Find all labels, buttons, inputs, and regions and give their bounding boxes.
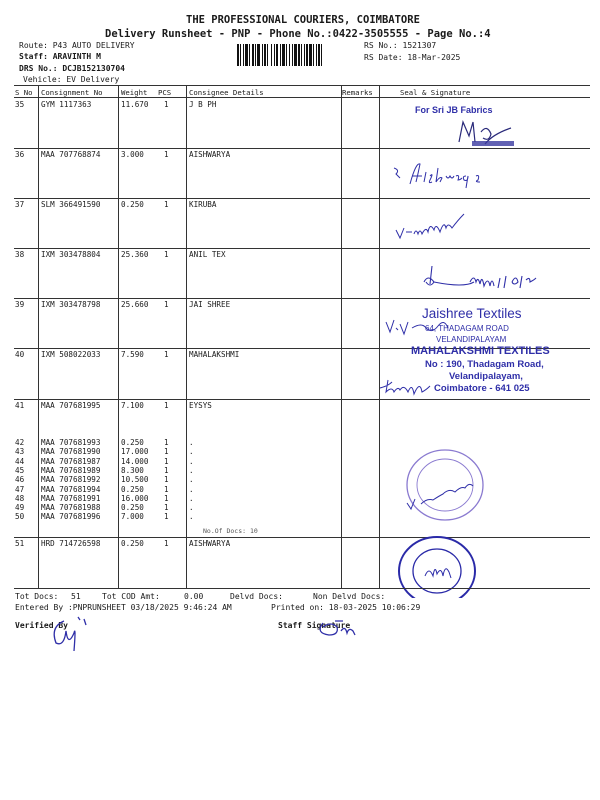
signature-aishwarya <box>390 160 500 195</box>
cell-consignee: . <box>189 503 194 513</box>
mahalakshmi-stamp-address-3: Coimbatore - 641 025 <box>434 383 530 394</box>
cell-pcs: 1 <box>164 150 169 159</box>
cell-sno: 47 <box>15 484 25 494</box>
cell-sno: 39 <box>15 300 25 309</box>
cell-pcs: 1 <box>164 401 169 410</box>
col-divider <box>341 85 342 588</box>
entered-by: Entered By :PNPRUNSHEET 03/18/2025 9:46:24 AM <box>15 603 232 612</box>
cell-weight: 25.660 <box>121 300 149 309</box>
signature-anil-tex <box>420 262 550 294</box>
row-divider <box>14 537 590 538</box>
cell-sno: 50 <box>15 512 25 522</box>
cell-consignment: GYM 1117363 <box>41 100 92 109</box>
mahalakshmi-stamp-address-2: Velandipalayam, <box>449 371 523 382</box>
cell-consignment: MAA 707681992 <box>41 475 101 485</box>
signature-jai-shree <box>382 316 452 342</box>
cell-consignment: MAA 707768874 <box>41 150 101 159</box>
cell-weight: 0.250 <box>121 438 144 447</box>
cell-consignment: MAA 707681994 <box>41 484 101 494</box>
mahalakshmi-stamp-address-1: No : 190, Thadagam Road, <box>425 359 544 370</box>
cell-pcs: 1 <box>164 465 169 475</box>
tot-docs-value: 51 <box>71 592 81 601</box>
cell-consignment: MAA 707681990 <box>41 447 101 457</box>
cell-consignment: MAA 707681988 <box>41 503 101 513</box>
cell-consignee: EYSYS <box>189 401 212 410</box>
col-divider <box>379 85 380 588</box>
signature-mahalakshmi <box>378 376 438 396</box>
cell-pcs: 1 <box>164 350 169 359</box>
signature-staff <box>315 615 365 640</box>
printed-on: Printed on: 18-03-2025 10:06:29 <box>271 603 421 612</box>
mahalakshmi-stamp-name: MAHALAKSHMI TEXTILES <box>411 345 550 357</box>
cell-consignee: MAHALAKSHMI <box>189 350 240 359</box>
cell-pcs: 1 <box>164 539 169 548</box>
cell-consignment: IXM 303478798 <box>41 300 101 309</box>
cell-pcs: 1 <box>164 100 169 109</box>
cell-consignment: IXM 303478804 <box>41 250 101 259</box>
table-top-border <box>14 85 590 86</box>
row-divider <box>14 399 590 400</box>
cell-pcs: 1 <box>164 503 169 513</box>
cell-weight: 8.300 <box>121 465 144 475</box>
cell-sno: 46 <box>15 475 25 485</box>
cell-weight: 10.500 <box>121 475 149 485</box>
cell-weight: 0.250 <box>121 539 144 548</box>
tot-cod-value: 0.00 <box>184 592 204 601</box>
cell-consignee: . <box>189 493 194 503</box>
route: Route: P43 AUTO DELIVERY <box>19 41 135 50</box>
col-header-sno: S No <box>15 88 33 97</box>
cell-pcs: 1 <box>164 447 169 457</box>
cell-consignee: J B PH <box>189 100 217 109</box>
cell-pcs: 1 <box>164 475 169 485</box>
row-divider <box>14 148 590 149</box>
cell-sno: 44 <box>15 456 25 466</box>
verified-by-label: Verified By <box>15 621 68 630</box>
jaishree-stamp-address-2: VELANDIPALAYAM <box>436 335 507 344</box>
cell-pcs: 1 <box>164 456 169 466</box>
cell-sno: 42 <box>15 438 25 447</box>
cell-sno: 51 <box>15 539 25 548</box>
cell-consignee: AISHWARYA <box>189 150 231 159</box>
delvd-docs-label: Delvd Docs: <box>230 592 283 601</box>
signature-kiruba <box>392 208 492 243</box>
cell-consignment: IXM 508022033 <box>41 350 101 359</box>
cell-consignee: AISHWARYA <box>189 539 231 548</box>
cell-sno: 35 <box>15 100 25 109</box>
cell-pcs: 1 <box>164 250 169 259</box>
staff-signature-label: Staff Signature <box>278 621 351 630</box>
cell-weight: 7.100 <box>121 401 144 410</box>
col-header-seal: Seal & Signature <box>400 88 471 97</box>
cell-consignee: ANIL TEX <box>189 250 226 259</box>
cell-consignment: SLM 366491590 <box>41 200 101 209</box>
cell-consignee: . <box>189 484 194 494</box>
cell-consignment: MAA 707681991 <box>41 493 101 503</box>
cell-consignee: KIRUBA <box>189 200 217 209</box>
cell-sno: 36 <box>15 150 25 159</box>
cell-pcs: 1 <box>164 300 169 309</box>
cell-pcs: 1 <box>164 512 169 522</box>
cell-sno: 43 <box>15 447 25 457</box>
cell-consignee: . <box>189 465 194 475</box>
cell-weight: 7.000 <box>121 512 144 522</box>
rs-number: RS No.: 1521307 <box>364 41 437 50</box>
cell-consignment: MAA 707681989 <box>41 465 101 475</box>
col-divider <box>186 85 187 588</box>
col-header-pcs: PCS <box>158 88 172 97</box>
company-title: THE PROFESSIONAL COURIERS, COIMBATORE <box>186 14 420 26</box>
col-divider <box>38 85 39 588</box>
cell-sno: 40 <box>15 350 25 359</box>
cell-sno: 41 <box>15 401 25 410</box>
col-header-consignment: Consignment No <box>41 88 103 97</box>
barcode-bar <box>322 44 324 66</box>
cell-weight: 0.250 <box>121 503 144 513</box>
cell-sno: 38 <box>15 250 25 259</box>
row-divider <box>14 198 590 199</box>
cell-weight: 17.000 <box>121 447 149 457</box>
table-bottom-border <box>14 588 590 589</box>
cell-consignment: MAA 707681993 <box>41 438 101 447</box>
stamp-fragment <box>472 141 514 146</box>
row-divider <box>14 248 590 249</box>
cell-weight: 25.360 <box>121 250 149 259</box>
tot-cod-label: Tot COD Amt: <box>102 592 160 601</box>
barcode <box>237 44 347 66</box>
row-divider <box>14 298 590 299</box>
cell-pcs: 1 <box>164 438 169 447</box>
cell-pcs: 1 <box>164 493 169 503</box>
cell-weight: 14.000 <box>121 456 149 466</box>
cell-weight: 7.590 <box>121 350 144 359</box>
drs-number: DRS No.: DCJB152130704 <box>19 64 125 73</box>
cell-consignment: MAA 707681987 <box>41 456 101 466</box>
cell-consignment: HRD 714726598 <box>41 539 101 548</box>
round-seal-eysys <box>405 448 485 523</box>
col-header-weight: Weight <box>121 88 148 97</box>
cell-weight: 11.670 <box>121 100 149 109</box>
runsheet-subtitle: Delivery Runsheet - PNP - Phone No.:0422-3505555 - Page No.:4 <box>105 28 491 40</box>
jb-fabrics-stamp: For Sri JB Fabrics <box>415 105 493 115</box>
cell-weight: 16.000 <box>121 493 149 503</box>
cell-sno: 45 <box>15 465 25 475</box>
cell-consignee: . <box>189 438 194 447</box>
header-bottom-border <box>14 97 590 98</box>
cell-consignee: . <box>189 447 194 457</box>
cell-consignee: JAI SHREE <box>189 300 231 309</box>
cell-consignee: . <box>189 475 194 485</box>
cell-sno: 49 <box>15 503 25 513</box>
col-divider <box>118 85 119 588</box>
cell-sno: 48 <box>15 493 25 503</box>
cell-sno: 37 <box>15 200 25 209</box>
cell-consignment: MAA 707681996 <box>41 512 101 522</box>
group-docs-count: No.Of Docs: 10 <box>203 527 258 535</box>
tot-docs-label: Tot Docs: <box>15 592 59 601</box>
cell-weight: 0.250 <box>121 484 144 494</box>
cell-consignment: MAA 707681995 <box>41 401 101 410</box>
staff: Staff: ARAVINTH M <box>19 52 101 61</box>
col-header-consignee: Consignee Details <box>189 88 264 97</box>
rs-date: RS Date: 18-Mar-2025 <box>364 53 461 62</box>
col-header-remarks: Remarks <box>342 88 373 97</box>
cell-consignee: . <box>189 456 194 466</box>
non-delvd-docs-label: Non Delvd Docs: <box>313 592 386 601</box>
cell-consignee: . <box>189 512 194 522</box>
jaishree-stamp-address-1: 64, THADAGAM ROAD <box>425 324 509 333</box>
cell-pcs: 1 <box>164 484 169 494</box>
vehicle: Vehicle: EV Delivery <box>23 75 120 84</box>
cell-weight: 3.000 <box>121 150 144 159</box>
cell-weight: 0.250 <box>121 200 144 209</box>
jaishree-stamp-name: Jaishree Textiles <box>422 306 522 321</box>
signature-verifier <box>48 613 98 653</box>
cell-pcs: 1 <box>164 200 169 209</box>
